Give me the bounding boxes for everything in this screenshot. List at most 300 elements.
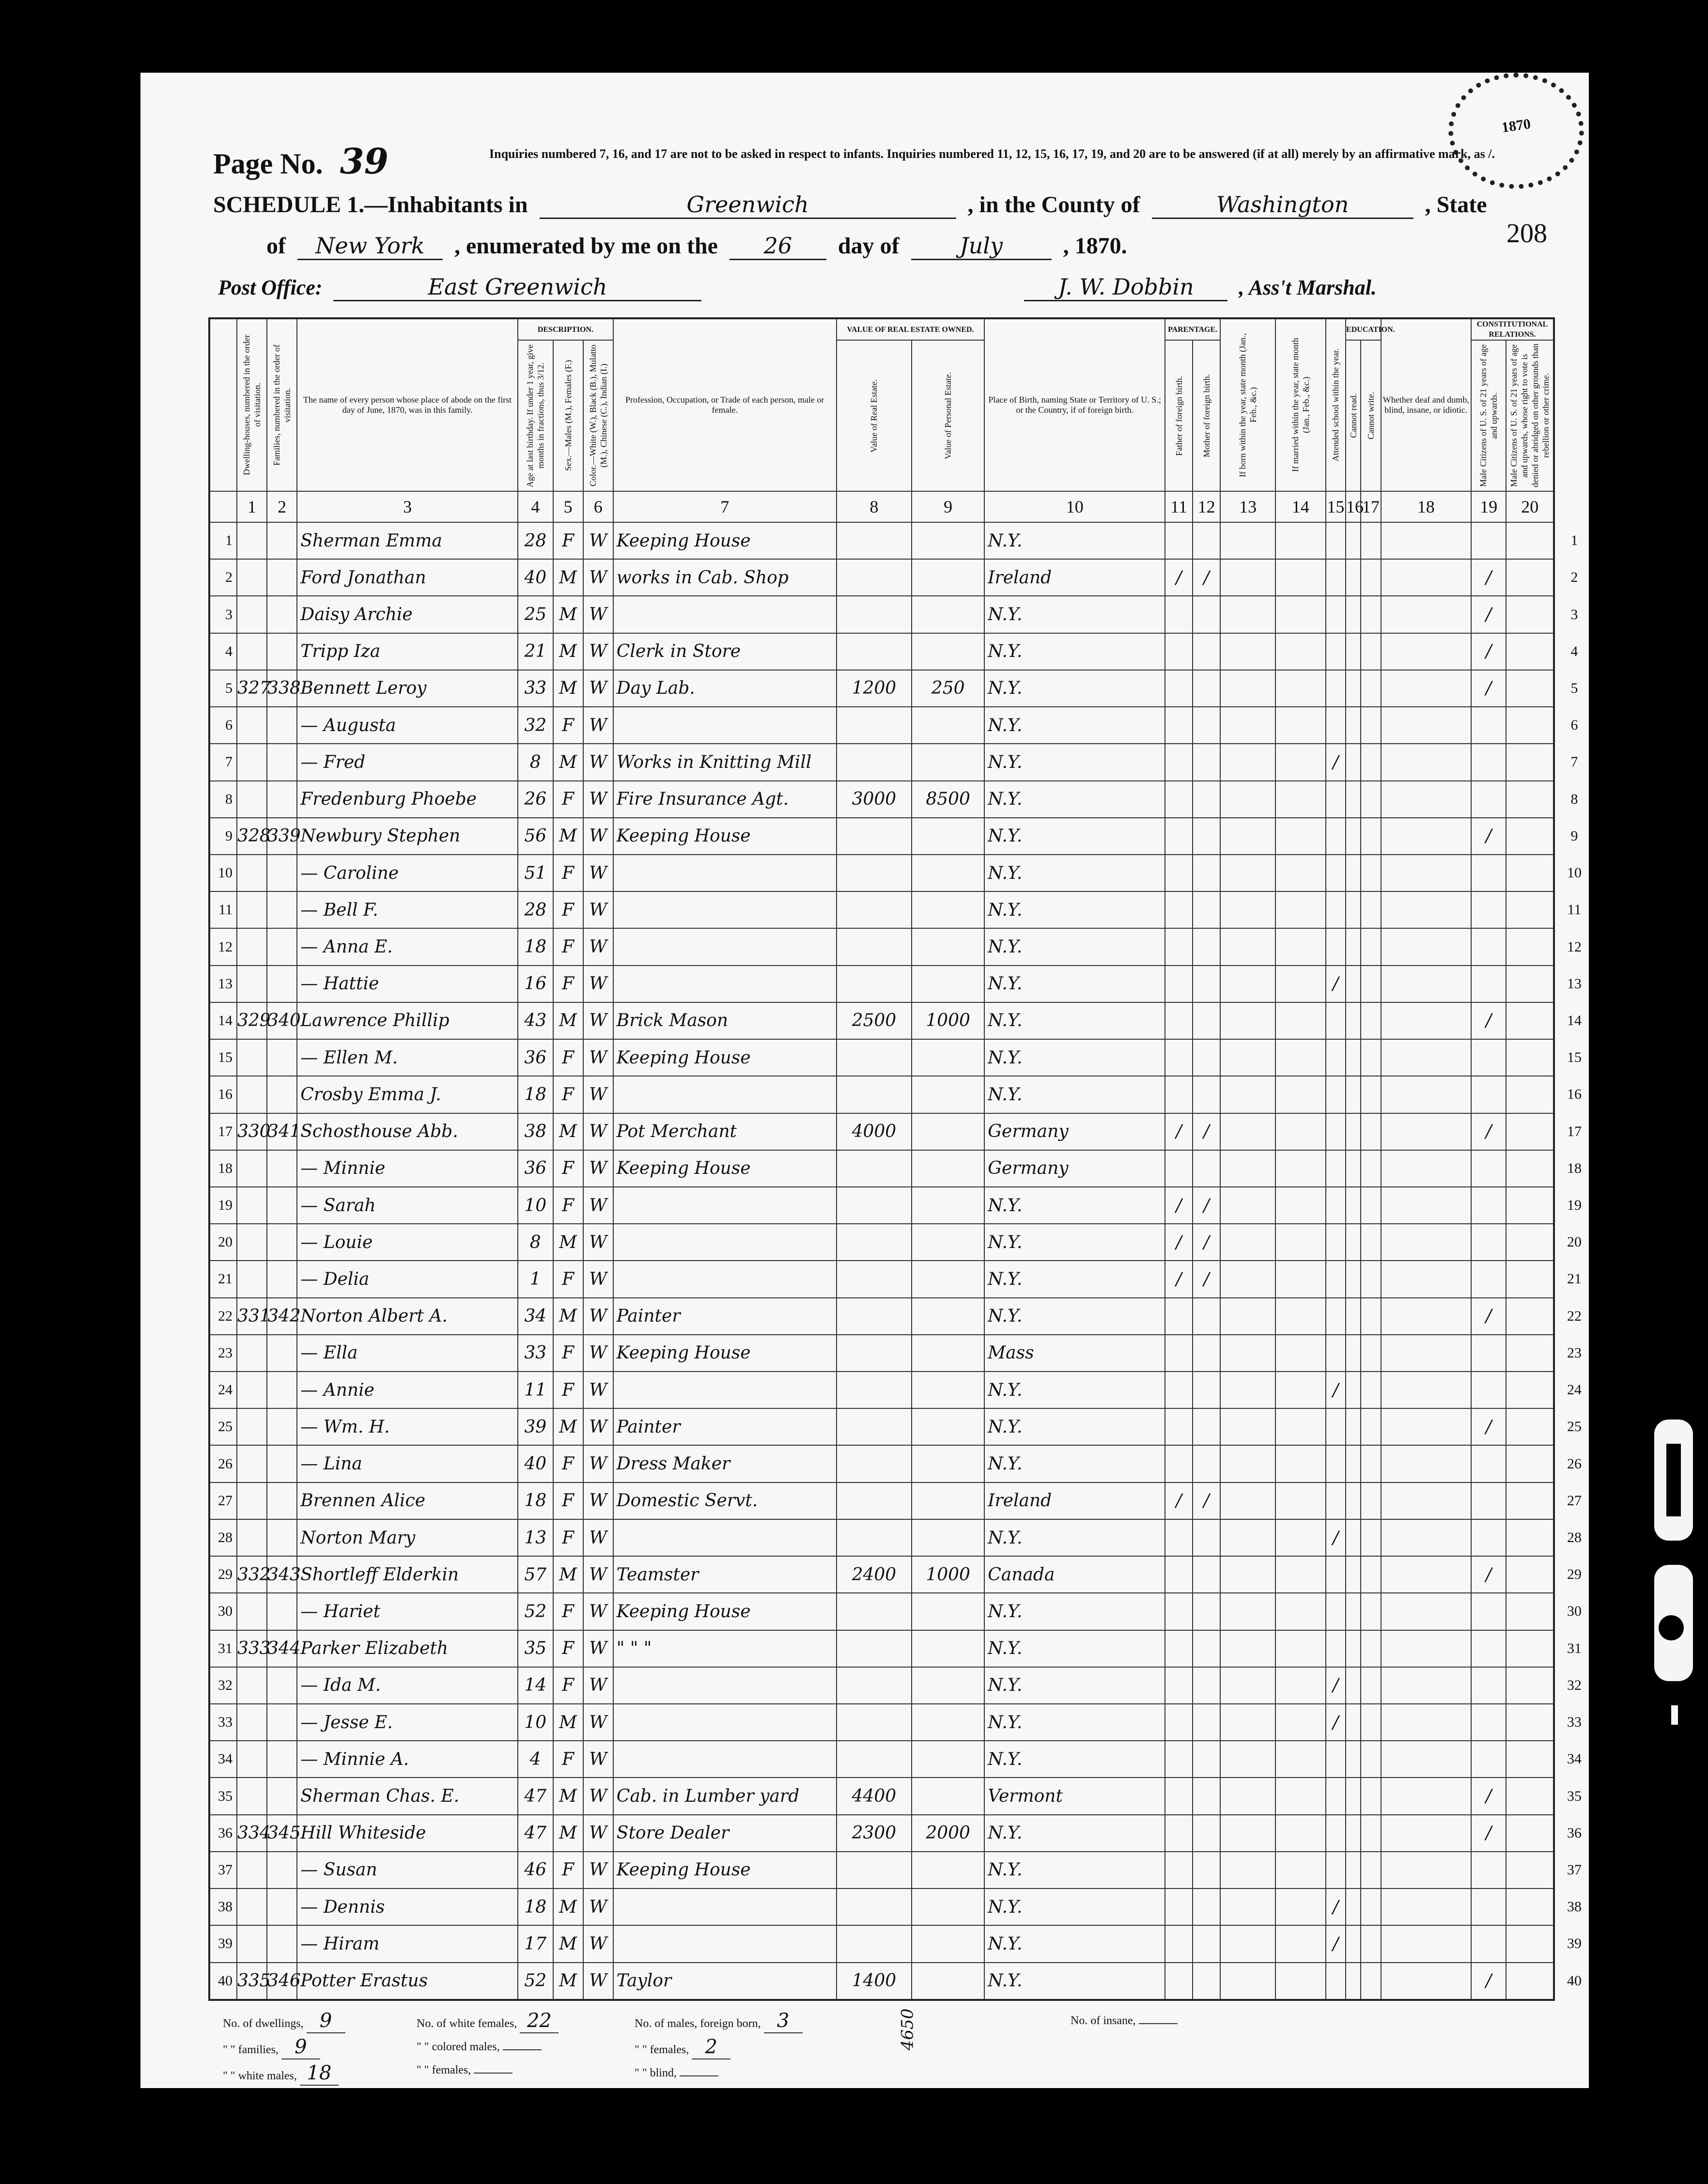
male-citizen [1471,1741,1506,1778]
line-number: 17 [209,1113,237,1150]
right-line-number: 13 [1567,975,1582,992]
married-in-year [1275,707,1326,744]
state-label: , State [1425,192,1487,218]
person-name: — Lina [297,1445,518,1482]
dwelling-number [237,596,267,633]
born-in-year [1220,1187,1275,1224]
real-estate-value: 2400 [837,1556,912,1593]
right-line-number: 35 [1567,1788,1582,1804]
age: 40 [518,1445,553,1482]
born-in-year [1220,781,1275,818]
line-number: 10 [209,855,237,891]
father-foreign [1165,1002,1193,1039]
color: W [583,1445,613,1482]
blind-value [680,2075,718,2076]
family-number [267,1667,297,1704]
footer-col-2 [417,2009,559,2082]
age: 52 [518,1963,553,2000]
personal-estate-value: 1000 [912,1556,984,1593]
group-parentage: PARENTAGE. [1165,318,1220,340]
male-citizen [1471,1187,1506,1224]
col-num: 13 [1220,491,1275,522]
male-citizen [1471,1630,1506,1667]
age: 36 [518,1039,553,1076]
cannot-read [1346,1408,1361,1445]
attended-school: / [1326,1519,1346,1556]
father-foreign [1165,781,1193,818]
married-in-year [1275,1408,1326,1445]
married-in-year [1275,1224,1326,1261]
mother-foreign [1193,1372,1220,1408]
born-in-year [1220,855,1275,891]
table-row [209,1298,1554,1335]
mother-foreign [1193,1408,1220,1445]
male-citizen: / [1471,1002,1506,1039]
right-line-number: 12 [1567,938,1582,955]
person-name: Fredenburg Phoebe [297,781,518,818]
father-foreign [1165,1704,1193,1741]
birthplace: N.Y. [984,1630,1165,1667]
person-name: Potter Erastus [297,1963,518,2000]
married-in-year [1275,1704,1326,1741]
age: 8 [518,744,553,780]
line-number: 29 [209,1556,237,1593]
father-foreign [1165,633,1193,670]
cannot-read [1346,1335,1361,1372]
attended-school [1326,707,1346,744]
dwelling-number: 331 [237,1298,267,1335]
attended-school [1326,522,1346,559]
mother-foreign [1193,522,1220,559]
col-num: 15 [1326,491,1346,522]
right-line-number: 3 [1570,606,1578,623]
family-number [267,1076,297,1113]
personal-estate-value: 250 [912,670,984,707]
family-number [267,707,297,744]
mother-foreign [1193,633,1220,670]
table-row [209,1593,1554,1630]
right-line-number: 24 [1567,1382,1582,1398]
father-foreign [1165,1150,1193,1187]
disability [1381,1482,1471,1519]
family-number [267,1704,297,1741]
line-number: 38 [209,1888,237,1925]
male-citizen [1471,1482,1506,1519]
disability [1381,670,1471,707]
dwelling-number [237,1076,267,1113]
father-foreign [1165,1888,1193,1925]
occupation: Day Lab. [613,670,837,707]
mother-foreign [1193,781,1220,818]
occupation: Domestic Servt. [613,1482,837,1519]
attended-school [1326,1741,1346,1778]
family-number [267,1335,297,1372]
father-foreign [1165,1815,1193,1852]
marshal-field: J. W. Dobbin [1024,274,1227,301]
born-in-year [1220,1372,1275,1408]
father-foreign: / [1165,1187,1193,1224]
enumerated-label: , enumerated by me on the [454,233,718,259]
table-row [209,891,1554,928]
disability [1381,966,1471,1002]
person-name: Hill Whiteside [297,1815,518,1852]
birthplace: Mass [984,1335,1165,1372]
married-in-year [1275,818,1326,855]
family-number [267,1187,297,1224]
dwelling-number [237,1335,267,1372]
born-in-year [1220,1704,1275,1741]
vote-denied [1506,1888,1554,1925]
disability [1381,1187,1471,1224]
real-estate-value [837,891,912,928]
person-name: Newbury Stephen [297,818,518,855]
person-name: — Delia [297,1261,518,1297]
table-row [209,1408,1554,1445]
attended-school: / [1326,1704,1346,1741]
male-citizen [1471,1039,1506,1076]
attended-school [1326,891,1346,928]
father-foreign [1165,818,1193,855]
father-foreign [1165,1630,1193,1667]
mother-foreign [1193,855,1220,891]
color: W [583,1630,613,1667]
family-number [267,1482,297,1519]
person-name: — Fred [297,744,518,780]
attended-school [1326,1076,1346,1113]
line-number: 40 [209,1963,237,2000]
married-in-year [1275,928,1326,965]
right-line-number: 31 [1567,1640,1582,1656]
cannot-read [1346,1002,1361,1039]
family-number [267,781,297,818]
born-in-year [1220,1150,1275,1187]
birthplace: N.Y. [984,1002,1165,1039]
col-num: 11 [1165,491,1193,522]
header-c10: Place of Birth, naming State or Territory of U. S.; or the Country, if of foreign birth. [984,318,1165,491]
color: W [583,1150,613,1187]
occupation [613,1925,837,1962]
cannot-read [1346,818,1361,855]
personal-estate-value: 8500 [912,781,984,818]
born-in-year [1220,1408,1275,1445]
line-number: 11 [209,891,237,928]
father-foreign [1165,1076,1193,1113]
family-number [267,522,297,559]
dwelling-number [237,1704,267,1741]
real-estate-value [837,1150,912,1187]
mother-foreign [1193,818,1220,855]
family-number: 344 [267,1630,297,1667]
header-c16: Cannot read. [1346,340,1361,491]
line-number: 24 [209,1372,237,1408]
male-citizen [1471,1593,1506,1630]
disability [1381,1815,1471,1852]
birthplace: N.Y. [984,1963,1165,2000]
dwelling-number [237,966,267,1002]
color: W [583,855,613,891]
age: 26 [518,781,553,818]
occupation: Cab. in Lumber yard [613,1778,837,1814]
right-line-number: 9 [1570,827,1578,844]
born-in-year [1220,818,1275,855]
person-name: — Hattie [297,966,518,1002]
married-in-year [1275,1667,1326,1704]
col-num: 8 [837,491,912,522]
cannot-write [1361,1445,1381,1482]
vote-denied [1506,1150,1554,1187]
cannot-write [1361,1778,1381,1814]
occupation: Brick Mason [613,1002,837,1039]
age: 38 [518,1113,553,1150]
color: W [583,1408,613,1445]
families-label: " " families, [223,2044,279,2056]
married-in-year [1275,1335,1326,1372]
vote-denied [1506,1002,1554,1039]
post-office-field: East Greenwich [333,274,701,301]
dwelling-number [237,1482,267,1519]
male-citizen: / [1471,559,1506,596]
county-field: Washington [1152,191,1413,219]
family-number [267,1519,297,1556]
age: 43 [518,1002,553,1039]
line-number: 30 [209,1593,237,1630]
sex: M [553,818,583,855]
person-name: Ford Jonathan [297,559,518,596]
line-number: 6 [209,707,237,744]
personal-estate-value [912,1963,984,2000]
personal-estate-value [912,1741,984,1778]
married-in-year [1275,1778,1326,1814]
family-number [267,1778,297,1814]
family-number [267,1888,297,1925]
mother-foreign [1193,1445,1220,1482]
color: W [583,1593,613,1630]
birthplace: Ireland [984,559,1165,596]
born-in-year [1220,1335,1275,1372]
age: 18 [518,1482,553,1519]
occupation: Clerk in Store [613,633,837,670]
disability [1381,1556,1471,1593]
father-foreign: / [1165,559,1193,596]
disability [1381,1261,1471,1297]
personal-estate-value [912,1519,984,1556]
father-foreign [1165,928,1193,965]
dwelling-number [237,1778,267,1814]
occupation: Keeping House [613,818,837,855]
cannot-read [1346,633,1361,670]
attended-school: / [1326,1372,1346,1408]
attended-school [1326,1150,1346,1187]
vote-denied [1506,1445,1554,1482]
footer-col-4 [1071,2009,1178,2032]
father-foreign [1165,1519,1193,1556]
sex: M [553,1963,583,2000]
male-citizen [1471,744,1506,780]
personal-estate-value [912,1187,984,1224]
age: 21 [518,633,553,670]
married-in-year [1275,1852,1326,1888]
dwelling-number [237,1593,267,1630]
disability [1381,744,1471,780]
birthplace: Germany [984,1113,1165,1150]
table-row [209,1372,1554,1408]
dwelling-number: 335 [237,1963,267,2000]
personal-estate-value [912,1852,984,1888]
mother-foreign [1193,1815,1220,1852]
married-in-year [1275,1556,1326,1593]
personal-estate-value [912,1039,984,1076]
right-line-number: 33 [1567,1714,1582,1731]
age: 25 [518,596,553,633]
month-field: July [911,233,1052,260]
right-line-number: 36 [1567,1825,1582,1841]
person-name: — Ella [297,1335,518,1372]
disability [1381,1298,1471,1335]
line-number: 14 [209,1002,237,1039]
real-estate-value [837,633,912,670]
header-group-row [209,318,1554,340]
dwelling-number: 334 [237,1815,267,1852]
birthplace: Canada [984,1556,1165,1593]
real-estate-value: 4400 [837,1778,912,1814]
vote-denied [1506,707,1554,744]
line-number: 18 [209,1150,237,1187]
person-name: — Caroline [297,855,518,891]
post-office-label: Post Office: [218,276,323,299]
cannot-write [1361,596,1381,633]
header-c8: Value of Real Estate. [837,340,912,491]
line-number: 35 [209,1778,237,1814]
table-row [209,1187,1554,1224]
personal-estate-value [912,855,984,891]
sex: M [553,1704,583,1741]
male-citizen [1471,707,1506,744]
person-name: — Ida M. [297,1667,518,1704]
disability [1381,1372,1471,1408]
right-line-number: 28 [1567,1529,1582,1546]
cannot-write [1361,1925,1381,1962]
attended-school [1326,1335,1346,1372]
mother-foreign [1193,1852,1220,1888]
father-foreign [1165,596,1193,633]
occupation: Painter [613,1408,837,1445]
color: W [583,928,613,965]
cannot-read [1346,1113,1361,1150]
vote-denied [1506,1925,1554,1962]
sex: F [553,1372,583,1408]
vote-denied [1506,891,1554,928]
right-line-number: 11 [1567,902,1582,918]
attended-school [1326,633,1346,670]
vote-denied [1506,1408,1554,1445]
male-citizen [1471,1372,1506,1408]
color: W [583,559,613,596]
birthplace: N.Y. [984,1925,1165,1962]
occupation: Fire Insurance Agt. [613,781,837,818]
mother-foreign [1193,1298,1220,1335]
cannot-read [1346,1852,1361,1888]
attended-school [1326,1298,1346,1335]
family-number [267,1372,297,1408]
married-in-year [1275,781,1326,818]
sex: M [553,559,583,596]
person-name: — Anna E. [297,928,518,965]
mother-foreign: / [1193,559,1220,596]
family-number [267,1150,297,1187]
table-row [209,1556,1554,1593]
birthplace: N.Y. [984,1667,1165,1704]
real-estate-value: 1200 [837,670,912,707]
blind-label: " " blind, [635,2067,677,2079]
color: W [583,1925,613,1962]
real-estate-value [837,1888,912,1925]
col-num-blank [209,491,237,522]
color: W [583,707,613,744]
male-citizen: / [1471,596,1506,633]
cannot-write [1361,522,1381,559]
sex: M [553,670,583,707]
white-males-value: 18 [300,2061,339,2086]
cannot-read [1346,1187,1361,1224]
cannot-read [1346,1150,1361,1187]
father-foreign: / [1165,1261,1193,1297]
line-number: 7 [209,744,237,780]
vote-denied [1506,1519,1554,1556]
cannot-read [1346,1593,1361,1630]
personal-estate-value: 2000 [912,1815,984,1852]
family-number [267,966,297,1002]
age: 16 [518,966,553,1002]
family-number: 340 [267,1002,297,1039]
mother-foreign [1193,1888,1220,1925]
cannot-write [1361,1815,1381,1852]
personal-estate-value [912,1372,984,1408]
vote-denied [1506,1298,1554,1335]
group-real-estate: VALUE OF REAL ESTATE OWNED. [837,318,985,340]
age: 33 [518,1335,553,1372]
sex: M [553,744,583,780]
color: W [583,1113,613,1150]
right-line-number: 38 [1567,1899,1582,1915]
dwelling-number [237,1852,267,1888]
right-line-number: 6 [1570,717,1578,733]
male-citizen: / [1471,1778,1506,1814]
father-foreign: / [1165,1482,1193,1519]
disability [1381,855,1471,891]
birthplace: N.Y. [984,670,1165,707]
header-c3: The name of every person whose place of abode on the first day of June, 1870, was in this family. [297,318,518,491]
person-name: Crosby Emma J. [297,1076,518,1113]
born-in-year [1220,1593,1275,1630]
sex: F [553,1630,583,1667]
footer-col-1 [223,2009,345,2088]
male-citizen [1471,891,1506,928]
table-row [209,1076,1554,1113]
male-citizen [1471,1888,1506,1925]
birthplace: Ireland [984,1482,1165,1519]
person-name: — Minnie A. [297,1741,518,1778]
birthplace: N.Y. [984,928,1165,965]
mother-foreign [1193,1039,1220,1076]
col-num: 3 [297,491,518,522]
col-num: 19 [1471,491,1506,522]
column-number-row [209,491,1554,522]
disability [1381,707,1471,744]
dwelling-number: 327 [237,670,267,707]
header-c11: Father of foreign birth. [1165,340,1193,491]
line-number: 2 [209,559,237,596]
father-foreign: / [1165,1224,1193,1261]
